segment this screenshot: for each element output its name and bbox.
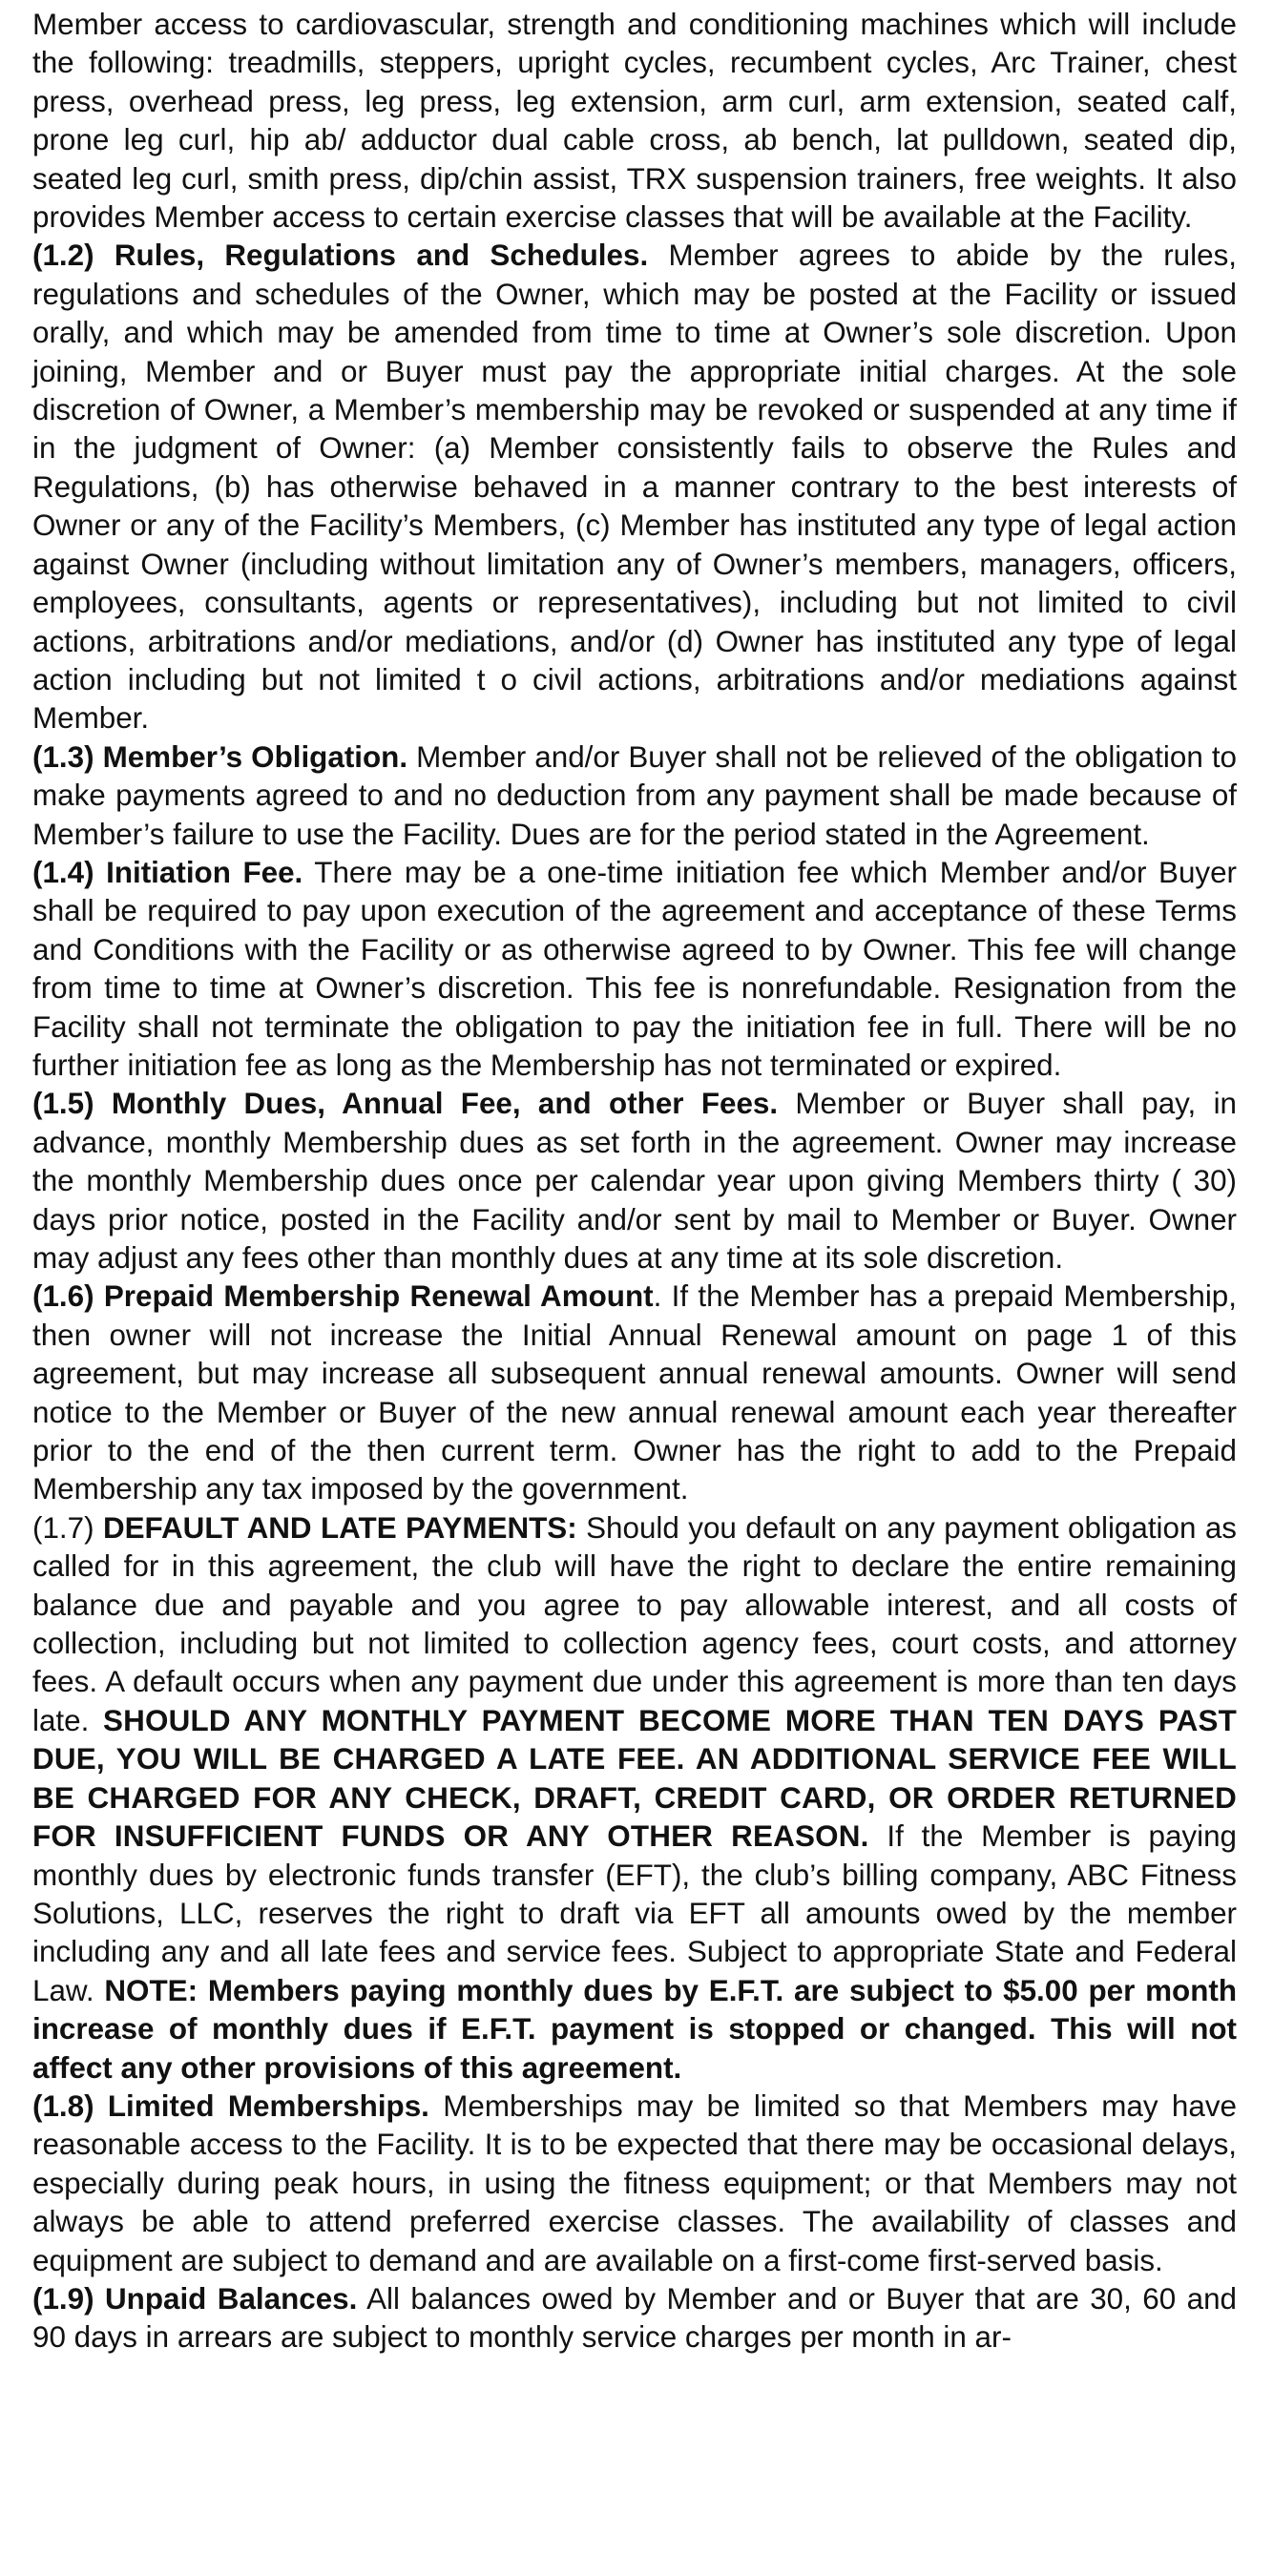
section-1-9-heading: (1.9) Unpaid Balances.: [32, 2281, 358, 2316]
section-1-3-body: Member and/or Buyer shall not be relieved of the obligation to make payments agreed to and no deduction from any payment shall be made because of Member’s failure to use the Facility. Dues are for the period stated in the Agreement.: [32, 739, 1238, 851]
section-1-8-heading: (1.8) Limited Memberships.: [32, 2088, 429, 2123]
section-1-6: [32, 1278, 1237, 1508]
section-1-6-heading: (1.6) Prepaid Membership Renewal Amount: [32, 1279, 654, 1314]
section-1-7-number: (1.7): [32, 1510, 103, 1545]
section-1-4-body: There may be a one-time initiation fee which Member and/or Buyer shall be required to pay upon execution of the agreement and acceptance of these Terms and Conditions with the Facility or as otherwise agreed to by Owner. This fee will change from time to time at Owner’s discretion. This fee is nonrefundable. Resignation from the Facility shall not terminate the obligation to pay the initiation fee in full. There will be no further initiation fee as long as the Membership has not terminated or expired.: [32, 855, 1238, 1082]
section-1-3: [32, 738, 1237, 854]
section-1-2-heading: (1.2) Rules, Regulations and Schedules.: [32, 239, 649, 273]
section-1-7-note: NOTE: Members paying monthly dues by E.F.T. are subject to $5.00 per month increase of monthly dues if E.F.T. payment is stopped or changed. This will not affect any other provisions of this agreement.: [32, 1973, 1237, 2085]
section-1-9-body: All balances owed by Member and or Buyer that are 30, 60 and 90 days in arrears are subject to monthly service charges per month in ar-: [32, 2281, 1237, 2355]
section-1-8: [32, 2088, 1237, 2280]
section-1-8-body: Memberships may be limited so that Members may have reasonable access to the Facility. It is to be expected that there may be occasional delays, especially during peak hours, in using the fitness equipment; or that Members may not always be able to attend preferred exercise classes. The availability of classes and equipment are subject to demand and are available on a first-come first-served basis.: [32, 2088, 1237, 2277]
section-1-5-heading: (1.5) Monthly Dues, Annual Fee, and other Fees.: [32, 1087, 779, 1121]
section-1-2-body: Member agrees to abide by the rules, regulations and schedules of the Owner, which may be posted at the Facility or issued orally, and which may be amended from time to time at Owner’s sole discretion. Upon joining, Member and or Buyer must pay the appropriate initial charges. At the sole discretion of Owner, a Member’s membership may be revoked or suspended at any time if in the judgment of Owner: (a) Member consistently fails to observe the Rules and Regulations, (b) has otherwise behaved in a manner contrary to the best interests of Owner or any of the Facility’s Members, (c) Member has instituted any type of legal action against Owner (including without limitation any of Owner’s members, managers, officers, employees, consultants, agents or representatives), including but not limited to civil actions, arbitrations and/or mediations, and/or (d) Owner has instituted any type of legal action including but not limited t o civil actions, arbitrations and/or mediations against Member.: [32, 239, 1237, 736]
terms-document: [32, 6, 1237, 2358]
section-1-7: [32, 1509, 1237, 2088]
intro-paragraph: Member access to cardiovascular, strength and conditioning machines which will include the following: treadmills, steppers, upright cycles, recumbent cycles, Arc Trainer, chest press, overhead press, leg press, leg extension, arm curl, arm extension, seated calf, prone leg curl, hip ab/ adductor dual cable cross, ab bench, lat pulldown, seated dip, seated leg curl, smith press, dip/chin assist, TRX suspension trainers, free weights. It also provides Member access to certain exercise classes that will be available at the Facility.: [32, 8, 1237, 235]
section-1-6-body: . If the Member has a prepaid Membership, then owner will not increase the Initial Annual Renewal amount on page 1 of this agreement, but may increase all subsequent annual renewal amounts. Owner will send notice to the Member or Buyer of the new annual renewal amount each year thereafter prior to the end of the then current term. Owner has the right to add to the Prepaid Membership any tax imposed by the government.: [32, 1279, 1237, 1506]
section-1-7-body-1: Should you default on any payment obligation as called for in this agreement, the club will have the right to declare the entire remaining balance due and payable and you agree to pay allowable interest, and all costs of collection, including but not limited to collection agency fees, court costs, and attorney fees. A default occurs when any payment due under this agreement is more than ten days late.: [32, 1510, 1238, 1737]
section-1-5: [32, 1085, 1237, 1278]
section-1-4: [32, 854, 1237, 1085]
section-1-4-heading: (1.4) Initiation Fee.: [32, 855, 303, 889]
section-1-7-heading: DEFAULT AND LATE PAYMENTS:: [102, 1510, 577, 1545]
section-1-2: [32, 237, 1237, 737]
section-1-7-body-2: If the Member is paying monthly dues by electronic funds transfer (EFT), the club’s billing company, ABC Fitness Solutions, LLC, reserves the right to draft via EFT all amounts owed by the member including any and all late fees and service fees. Subject to appropriate State and Federal Law.: [32, 1819, 1237, 2007]
section-1-5-body: Member or Buyer shall pay, in advance, monthly Membership dues as set forth in the agreement. Owner may increase the monthly Membership dues once per calendar year upon giving Members thirty ( 30) days prior notice, posted in the Facility and/or sent by mail to Member or Buyer. Owner may adjust any fees other than monthly dues at any time at its sole discretion.: [32, 1087, 1237, 1275]
section-1-7-caps-notice: SHOULD ANY MONTHLY PAYMENT BECOME MORE THAN TEN DAYS PAST DUE, YOU WILL BE CHARGED A LATE FEE. AN ADDITIONAL SERVICE FEE WILL BE CHARGED FOR ANY CHECK, DRAFT, CREDIT CARD, OR ORDER RETURNED FOR INSUFFICIENT FUNDS OR ANY OTHER REASON.: [32, 1703, 1238, 1854]
section-1-9: [32, 2280, 1237, 2358]
section-1-3-heading: (1.3) Member’s Obligation.: [32, 739, 408, 774]
